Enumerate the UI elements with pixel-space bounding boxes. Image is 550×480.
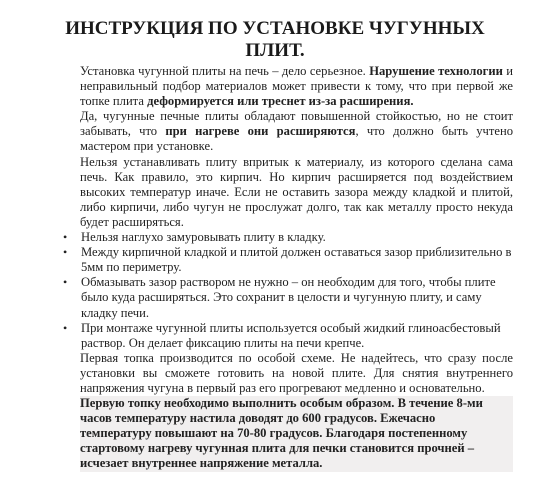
rules-list [63,230,513,351]
highlight-line: стартовому нагреву чугунная плита для печки становится прочней – [80,441,475,456]
bullet-icon: • [63,230,68,245]
paragraph-expansion [80,109,513,154]
intro-bold-2: деформируется или треснет из-за расширения. [147,94,414,109]
list-item [63,230,513,245]
intro-text-1: Установка чугунной плиты на печь – дело серьезное. [80,64,370,78]
title-line-1: ИНСТРУКЦИЯ ПО УСТАНОВКЕ ЧУГУННЫХ [65,18,485,39]
document-title [0,0,550,62]
list-item [63,245,513,275]
highlight-line: исчезает внутреннее напряжение металла. [80,456,323,471]
list-item-text: При монтаже чугунной плиты используется особый жидкий глиноасбестовый раствор. Он делает фиксацию плиты на печи крепче. [81,320,501,350]
list-item-text: Обмазывать зазор раствором не нужно – он необходим для того, чтобы плите было куда расширяться. Это сохранит в целости и чугунную плиту, и саму кладку печи. [81,275,496,320]
list-item [63,320,513,351]
title-line-2: ПЛИТ. [245,40,305,61]
paragraph-first-firing: Первая топка производится по особой схеме. Не надейтесь, что сразу после установки вы сможете готовить на новой плите. Для снятия внутреннего напряжения чугуна в первый раз его прогревают медленно и основательно. [80,350,513,395]
highlight-line: Первую топку необходимо выполнить особым образом. В течение 8-ми [80,396,483,411]
expansion-text-1: Да, чугунные печные плиты обладают повышенной стойкостью, но не стоит забывать, что [80,109,513,139]
bullet-icon: • [63,320,68,335]
highlighted-instruction [80,396,513,471]
paragraph-gap: Нельзя устанавливать плиту впритык к материалу, из которого сделана сама печь. Как правило, это кирпич. Но кирпич расширяется под воздействием высоких температур иначе. Если не оставить зазора между кладкой и плитой, либо кирпичи, либо чугун не прослужат долго, так как металлу просто некуда будет расширяться. [80,154,513,229]
intro-bold-1: Нарушение технологии [369,64,503,78]
highlight-line: температуру повышают на 70-80 градусов. Благодаря постепенному [80,426,468,441]
paragraph-intro [80,64,513,109]
highlight-line: часов температуру настила доводят до 600 градусов. Ежечасно [80,411,436,426]
list-item [63,275,513,320]
bullet-icon: • [63,245,68,260]
document-body [63,64,514,472]
list-item-text: Между кирпичной кладкой и плитой должен оставаться зазор приблизительно в 5мм по периметру. [81,245,512,275]
list-item-text: Нельзя наглухо замуровывать плиту в кладку. [81,230,326,245]
bullet-icon: • [63,275,68,290]
expansion-text-2: , что должно быть учтено мастером при установке. [80,124,514,154]
expansion-bold: при нагреве они расширяются [165,124,356,139]
intro-text-2: и неправильный подбор материалов может привести к тому, что при первой же топке плита [80,64,513,109]
